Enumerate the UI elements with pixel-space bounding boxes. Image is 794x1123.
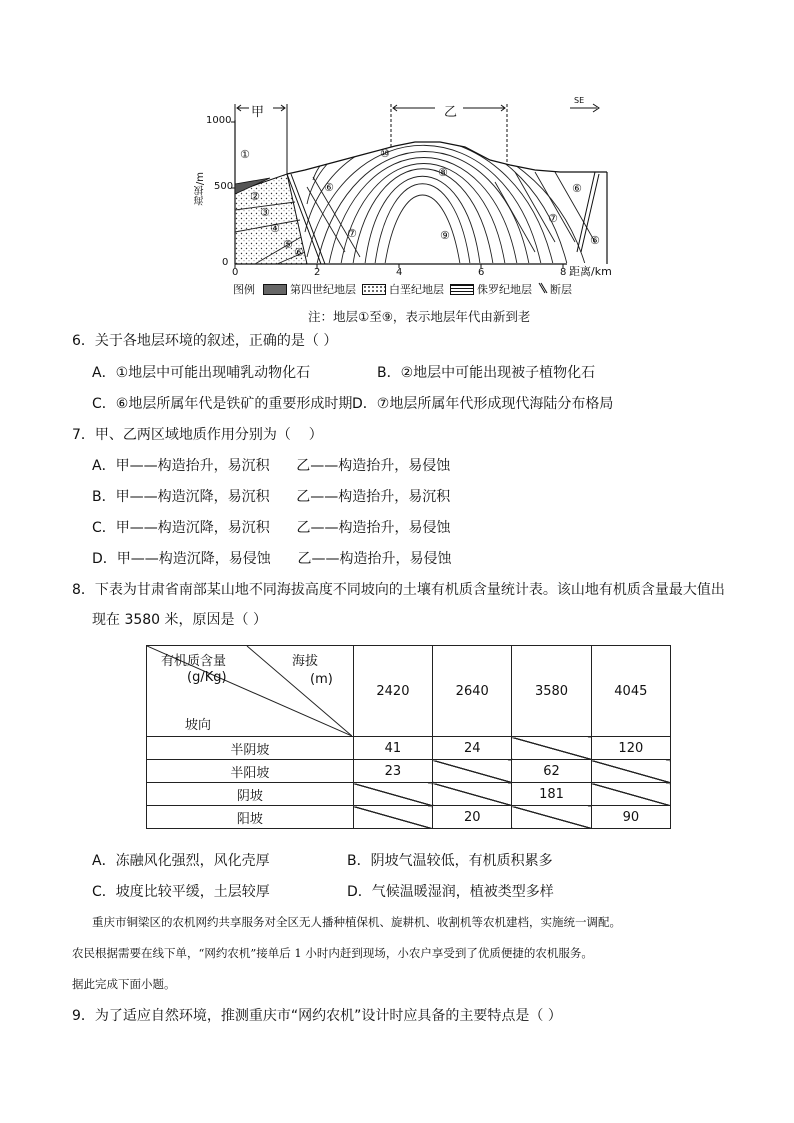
q7-option-a[interactable]: A．甲——构造抬升，易沉积 乙——构造抬升，易侵蚀 <box>92 458 451 474</box>
stratum-label-6c: ⑥ <box>572 182 582 195</box>
legend-swatch-cretaceous <box>362 284 386 295</box>
x-tick-0: 0 <box>232 267 239 278</box>
q8-option-b[interactable]: B．阴坡气温较低，有机质积累多 <box>347 853 553 869</box>
q7-option-d[interactable]: D．甲——构造沉降，易侵蚀 乙——构造抬升，易侵蚀 <box>92 551 452 567</box>
table-cell: 62 <box>512 760 591 783</box>
table-cell-empty <box>512 737 591 760</box>
passage-line2: 农民根据需要在线下单，“网约农机”接单后 1 小时内赶到现场，小农户享受到了优质便捷的农机服务。 <box>72 946 593 960</box>
q6-option-b[interactable]: B．②地层中可能出现被子植物化石 <box>377 365 596 381</box>
stratum-label-3: ③ <box>260 206 270 219</box>
q7-stem: 7．甲、乙两区域地质作用分别为（ ） <box>72 427 323 443</box>
y-tick-500: 500 <box>214 181 234 192</box>
passage-line1: 重庆市铜梁区的农机网约共享服务对全区无人播种植保机、旋耕机、收割机等农机建档，实施统一调配。 <box>92 915 621 929</box>
region-label-b: 乙 <box>444 105 458 120</box>
stratum-label-9: ⑨ <box>440 229 450 242</box>
legend <box>233 281 572 297</box>
row-slope-label: 半阳坡 <box>147 760 354 783</box>
stratum-label-10: ⑩ <box>380 147 390 160</box>
legend-swatch-jurassic <box>450 284 474 295</box>
q8-option-a[interactable]: A．冻融风化强烈，风化壳厚 <box>92 853 270 869</box>
stratum-label-5: ⑤ <box>283 238 293 251</box>
row-slope-label: 阳坡 <box>147 806 354 829</box>
q6-option-a[interactable]: A．①地层中可能出现哺乳动物化石 <box>92 365 311 381</box>
row-slope-label: 阴坡 <box>147 783 354 806</box>
table-cell-empty <box>433 783 512 806</box>
q6-option-d[interactable]: D．⑦地层所属年代形成现代海陆分布格局 <box>352 396 614 412</box>
passage-line3: 据此完成下面小题。 <box>72 977 176 991</box>
stratum-label-7a: ⑦ <box>347 227 357 240</box>
table-cell-empty <box>353 806 432 829</box>
stratum-label-1: ① <box>240 148 250 161</box>
stratum-label-6b: ⑥ <box>324 181 334 194</box>
table-cell-empty <box>591 760 670 783</box>
x-axis-unit: 距离/km <box>569 265 612 278</box>
legend-swatch-quaternary <box>263 284 287 295</box>
table-header-corner <box>147 646 354 737</box>
q7-option-c[interactable]: C．甲——构造沉降，易沉积 乙——构造抬升，易侵蚀 <box>92 520 451 536</box>
altitude-4045: 4045 <box>591 646 670 737</box>
y-tick-0: 0 <box>222 257 229 268</box>
header-altitude: 海拔 <box>292 654 319 669</box>
altitude-2420: 2420 <box>353 646 432 737</box>
legend-label-jurassic: 侏罗纪地层 <box>477 283 532 296</box>
x-tick-8: 8 <box>560 267 567 278</box>
fault-icon <box>538 282 548 297</box>
x-tick-4: 4 <box>396 267 403 278</box>
direction-label: SE <box>574 96 585 105</box>
q8-stem-line2: 现在 3580 米，原因是（ ） <box>92 612 267 628</box>
q9-stem: 9．为了适应自然环境，推测重庆市“网约农机”设计时应具备的主要特点是（ ） <box>72 1008 562 1024</box>
stratum-label-2: ② <box>250 190 260 203</box>
legend-label-quaternary: 第四世纪地层 <box>290 283 356 296</box>
table-cell-empty <box>353 783 432 806</box>
table-cell-empty <box>512 806 591 829</box>
table-cell: 120 <box>591 737 670 760</box>
region-label-a: 甲 <box>251 105 265 120</box>
table-cell-empty <box>591 783 670 806</box>
table-cell: 24 <box>433 737 512 760</box>
legend-label-cretaceous: 白垩纪地层 <box>389 283 444 296</box>
header-organic: 有机质含量 <box>161 654 227 669</box>
soil-organic-table <box>146 645 671 829</box>
altitude-3580: 3580 <box>512 646 591 737</box>
altitude-2640: 2640 <box>433 646 512 737</box>
stratum-label-7b: ⑦ <box>548 212 558 225</box>
header-unit: (g/Kg) <box>187 670 227 685</box>
q7-option-b[interactable]: B．甲——构造沉降，易沉积 乙——构造抬升，易沉积 <box>92 489 451 505</box>
q8-stem-line1: 8．下表为甘肃省南部某山地不同海拔高度不同坡向的土壤有机质含量统计表。该山地有机质含量最大值出 <box>72 582 725 598</box>
stratum-label-6a: ⑥ <box>294 246 304 259</box>
q8-option-d[interactable]: D．气候温暖湿润，植被类型多样 <box>347 884 554 900</box>
q6-option-c[interactable]: C．⑥地层所属年代是铁矿的重要形成时期 <box>92 396 353 412</box>
x-tick-2: 2 <box>314 267 321 278</box>
table-cell-empty <box>433 760 512 783</box>
stratum-label-8: ⑧ <box>438 166 448 179</box>
table-cell: 90 <box>591 806 670 829</box>
stratum-label-4: ④ <box>270 222 280 235</box>
q6-stem: 6．关于各地层环境的叙述，正确的是（ ） <box>72 333 338 349</box>
table-cell: 41 <box>353 737 432 760</box>
stratum-label-6d: ⑥ <box>590 234 600 247</box>
legend-label-fault: 断层 <box>550 283 572 296</box>
x-tick-6: 6 <box>478 267 485 278</box>
legend-title: 图例 <box>233 283 255 296</box>
y-tick-1000: 1000 <box>206 115 232 126</box>
table-cell: 23 <box>353 760 432 783</box>
row-slope-label: 半阴坡 <box>147 737 354 760</box>
table-cell: 181 <box>512 783 591 806</box>
y-axis-label: 海拔/m <box>195 172 206 206</box>
q8-option-c[interactable]: C．坡度比较平缓，土层较厚 <box>92 884 270 900</box>
figure-note: 注：地层①至⑨，表示地层年代由新到老 <box>308 309 531 324</box>
header-slope: 坡向 <box>185 718 212 733</box>
header-altitude-unit: (m) <box>310 672 333 687</box>
table-cell: 20 <box>433 806 512 829</box>
